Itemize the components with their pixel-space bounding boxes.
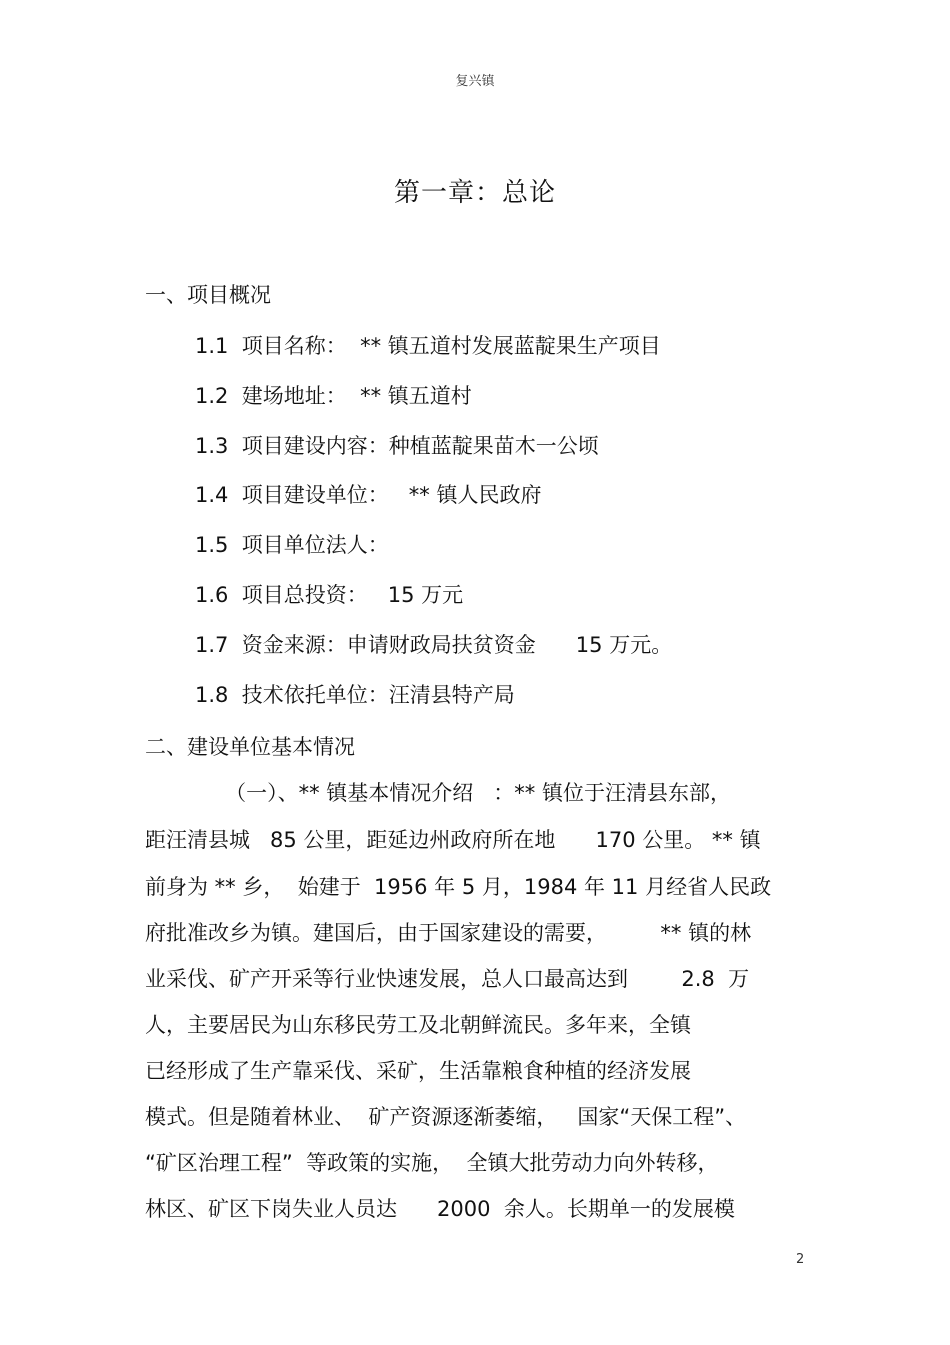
- section-heading-overview: 一、项目概况: [145, 283, 271, 307]
- paragraph-line: “矿区治理工程” 等政策的实施， 全镇大批劳动力向外转移，: [145, 1151, 719, 1175]
- item-site-address: 1.2 建场地址： ** 镇五道村: [195, 384, 472, 408]
- item-total-investment: 1.6 项目总投资： 15 万元: [195, 583, 464, 607]
- paragraph-line: 距汪清县城 85 公里，距延边州政府所在地 170 公里。 ** 镇: [145, 828, 761, 852]
- item-technical-support: 1.8 技术依托单位：汪清县特产局: [195, 683, 515, 707]
- item-project-name: 1.1 项目名称： ** 镇五道村发展蓝靛果生产项目: [195, 334, 661, 358]
- paragraph-line: （一）、** 镇基本情况介绍 ：** 镇位于汪清县东部，: [145, 781, 731, 805]
- paragraph-line: 人，主要居民为山东移民劳工及北朝鲜流民。多年来，全镇: [145, 1013, 691, 1037]
- paragraph-line: 模式。但是随着林业、 矿产资源逐渐萎缩， 国家“天保工程”、: [145, 1105, 747, 1129]
- paragraph-line: 已经形成了生产靠采伐、采矿，生活靠粮食种植的经济发展: [145, 1059, 691, 1083]
- section-heading-unit-info: 二、建设单位基本情况: [145, 735, 355, 759]
- item-construction-unit: 1.4 项目建设单位： ** 镇人民政府: [195, 483, 542, 507]
- page-number: 2: [796, 1252, 805, 1267]
- paragraph-line: 林区、矿区下岗失业人员达 2000 余人。长期单一的发展模: [145, 1197, 735, 1221]
- paragraph-line: 府批准改乡为镇。建国后，由于国家建设的需要， ** 镇的林: [145, 921, 752, 945]
- item-legal-person: 1.5 项目单位法人：: [195, 533, 389, 557]
- page-header: 复兴镇: [455, 74, 495, 89]
- paragraph-line: 前身为 ** 乡， 始建于 1956 年 5 月，1984 年 11 月经省人民政: [145, 875, 772, 899]
- item-construction-content: 1.3 项目建设内容：种植蓝靛果苗木一公顷: [195, 434, 599, 458]
- paragraph-line: 业采伐、矿产开采等行业快速发展，总人口最高达到 2.8 万: [145, 967, 750, 991]
- chapter-title: 第一章：总论: [393, 178, 556, 208]
- item-funding-source: 1.7 资金来源：申请财政局扶贫资金 15 万元。: [195, 633, 673, 657]
